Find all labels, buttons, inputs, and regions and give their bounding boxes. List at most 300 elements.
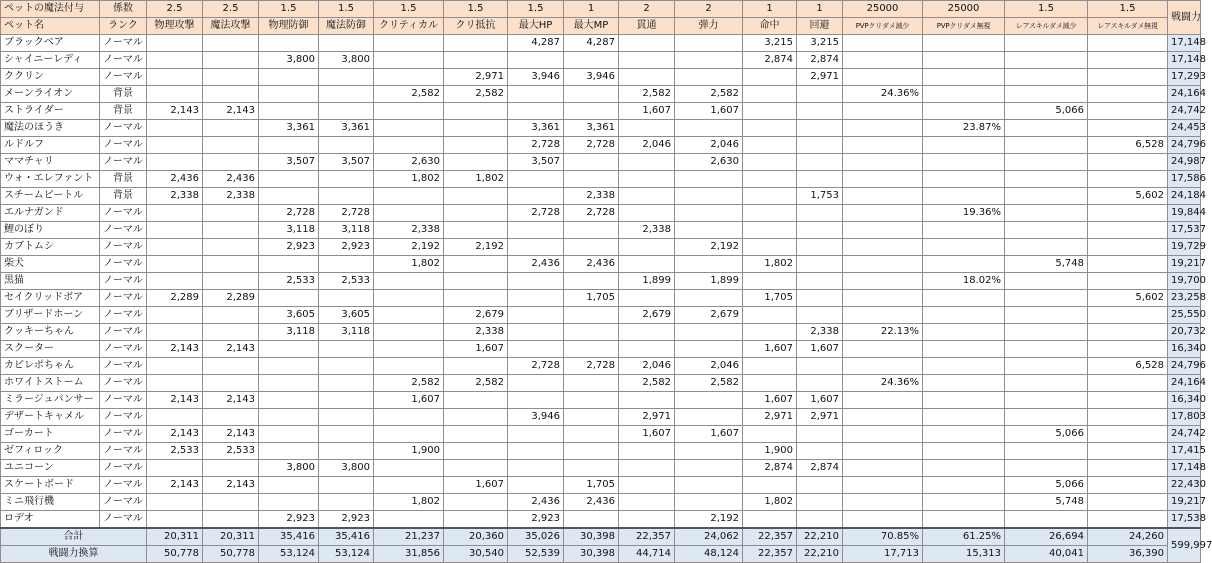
stat-header: 回避 (797, 18, 843, 35)
stat-cell: 1,802 (444, 171, 508, 188)
stat-header: レアスキルダメ無視 (1088, 18, 1168, 35)
stat-cell: 1,607 (797, 392, 843, 409)
stat-cell: 3,118 (259, 324, 319, 341)
stat-cell (259, 86, 319, 103)
stat-cell (1005, 137, 1088, 154)
table-row (1, 477, 1201, 494)
converted-cell: 17,713 (843, 546, 923, 563)
stat-cell (564, 222, 619, 239)
table-row (1, 188, 1201, 205)
battle-power-cell: 24,742 (1168, 103, 1201, 120)
stat-cell (203, 358, 259, 375)
stat-cell (508, 86, 564, 103)
stat-cell (203, 375, 259, 392)
stat-cell: 2,923 (259, 511, 319, 529)
stat-cell (1088, 154, 1168, 171)
stat-cell: 1,607 (743, 341, 797, 358)
pet-name: ブリザードホーン (1, 307, 100, 324)
stat-cell: 23.87% (923, 120, 1005, 137)
stat-cell (619, 35, 675, 52)
stat-cell: 2,728 (508, 137, 564, 154)
stat-cell: 2,582 (374, 375, 444, 392)
total-cell: 22,210 (797, 528, 843, 546)
stat-cell (743, 188, 797, 205)
table-row (1, 511, 1201, 529)
stat-cell: 3,946 (564, 69, 619, 86)
stat-cell (319, 137, 374, 154)
stat-cell (564, 52, 619, 69)
stat-cell (147, 35, 203, 52)
stat-cell: 1,607 (444, 477, 508, 494)
stat-cell (259, 477, 319, 494)
stat-cell (374, 120, 444, 137)
battle-power-cell: 24,164 (1168, 375, 1201, 392)
stat-cell (1088, 52, 1168, 69)
stat-cell (619, 324, 675, 341)
stat-cell: 3,800 (259, 460, 319, 477)
stat-cell: 2,874 (797, 460, 843, 477)
stat-cell (319, 290, 374, 307)
stat-cell: 1,802 (374, 256, 444, 273)
stat-cell: 2,874 (743, 52, 797, 69)
stat-cell: 2,143 (147, 341, 203, 358)
stat-cell (374, 426, 444, 443)
converted-row (1, 546, 1201, 563)
stat-cell: 2,582 (619, 375, 675, 392)
battle-power-cell: 24,987 (1168, 154, 1201, 171)
stat-cell (923, 511, 1005, 529)
converted-cell: 53,124 (259, 546, 319, 563)
stat-cell (797, 375, 843, 392)
stat-cell (374, 103, 444, 120)
stat-cell: 2,192 (444, 239, 508, 256)
stat-cell (923, 154, 1005, 171)
pet-rank: 背景 (100, 188, 147, 205)
stat-cell (619, 188, 675, 205)
stat-cell (1088, 409, 1168, 426)
table-row (1, 409, 1201, 426)
stat-cell: 3,507 (319, 154, 374, 171)
stat-cell (843, 290, 923, 307)
stat-cell: 18.02% (923, 273, 1005, 290)
coef-cell: 2.5 (203, 1, 259, 18)
stat-cell: 2,923 (259, 239, 319, 256)
stat-cell (1088, 494, 1168, 511)
converted-cell: 50,778 (147, 546, 203, 563)
stat-cell: 3,118 (259, 222, 319, 239)
coef-cell: 1.5 (319, 1, 374, 18)
stat-cell (843, 239, 923, 256)
stat-cell (743, 205, 797, 222)
totals-label: 合計 (1, 528, 147, 546)
stat-cell (564, 443, 619, 460)
stat-cell (564, 460, 619, 477)
stat-cell (1088, 460, 1168, 477)
table-row (1, 392, 1201, 409)
stat-cell (843, 511, 923, 529)
stat-cell (923, 137, 1005, 154)
stat-cell (1005, 222, 1088, 239)
stat-cell: 2,338 (444, 324, 508, 341)
stat-cell (259, 171, 319, 188)
stat-cell: 2,874 (797, 52, 843, 69)
stat-cell (508, 188, 564, 205)
stat-cell (319, 86, 374, 103)
stat-cell (444, 460, 508, 477)
stat-cell (203, 52, 259, 69)
stat-cell (675, 171, 743, 188)
stat-cell (564, 426, 619, 443)
stat-cell (564, 375, 619, 392)
stat-cell: 5,748 (1005, 494, 1088, 511)
pet-name: スケートボード (1, 477, 100, 494)
stat-cell: 2,582 (444, 86, 508, 103)
stat-cell (743, 324, 797, 341)
stat-cell: 3,361 (259, 120, 319, 137)
pet-rank: ノーマル (100, 290, 147, 307)
total-cell: 61.25% (923, 528, 1005, 546)
stat-cell: 2,289 (203, 290, 259, 307)
stat-cell: 3,946 (508, 409, 564, 426)
stat-cell: 1,899 (675, 273, 743, 290)
stat-cell: 1,607 (675, 426, 743, 443)
stat-cell (843, 69, 923, 86)
stat-cell (1005, 120, 1088, 137)
battle-power-cell: 20,732 (1168, 324, 1201, 341)
stat-cell (843, 341, 923, 358)
stat-cell (675, 52, 743, 69)
stat-cell (923, 86, 1005, 103)
stat-header: PVPクリダメ減少 (843, 18, 923, 35)
stat-cell (508, 171, 564, 188)
stat-cell: 2,143 (147, 477, 203, 494)
stat-cell (923, 52, 1005, 69)
total-cell: 35,026 (508, 528, 564, 546)
stat-cell (259, 341, 319, 358)
stat-header: 最大MP (564, 18, 619, 35)
pet-name: ゼフィロック (1, 443, 100, 460)
stat-cell (743, 511, 797, 529)
stat-header: 魔法攻撃 (203, 18, 259, 35)
coef-cell: 1.5 (374, 1, 444, 18)
pet-rank: ノーマル (100, 154, 147, 171)
stat-cell (923, 35, 1005, 52)
stat-cell (675, 460, 743, 477)
table-row (1, 86, 1201, 103)
stat-cell (619, 154, 675, 171)
stat-cell (508, 273, 564, 290)
total-cell: 26,694 (1005, 528, 1088, 546)
stat-cell (147, 222, 203, 239)
stat-cell (923, 341, 1005, 358)
stat-cell (444, 188, 508, 205)
stat-cell: 2,728 (319, 205, 374, 222)
battle-power-cell: 17,538 (1168, 511, 1201, 529)
stat-cell (1088, 256, 1168, 273)
stat-cell: 1,802 (374, 171, 444, 188)
stat-cell (797, 290, 843, 307)
coef-cell: 2.5 (147, 1, 203, 18)
stat-cell: 2,143 (203, 103, 259, 120)
stat-cell: 2,971 (797, 69, 843, 86)
stat-cell (743, 103, 797, 120)
stat-cell (444, 426, 508, 443)
pet-rank: ノーマル (100, 375, 147, 392)
stat-cell (1005, 171, 1088, 188)
pet-name: ミラージュパンサー (1, 392, 100, 409)
stat-cell (508, 426, 564, 443)
stat-cell (508, 52, 564, 69)
stat-cell (843, 392, 923, 409)
pet-name: ユニコーン (1, 460, 100, 477)
stat-cell (1005, 86, 1088, 103)
stat-cell (743, 239, 797, 256)
stat-cell (743, 307, 797, 324)
stat-cell: 2,728 (564, 358, 619, 375)
stat-cell (508, 375, 564, 392)
coef-cell: 2 (675, 1, 743, 18)
stat-cell (444, 290, 508, 307)
stat-cell (843, 171, 923, 188)
stat-cell: 2,971 (444, 69, 508, 86)
stat-cell: 2,533 (259, 273, 319, 290)
stat-cell (444, 35, 508, 52)
table-row (1, 69, 1201, 86)
converted-cell: 36,390 (1088, 546, 1168, 563)
stat-cell (259, 409, 319, 426)
stat-cell: 1,607 (675, 103, 743, 120)
stat-cell (564, 154, 619, 171)
stat-cell (1088, 324, 1168, 341)
pet-name: 黒猫 (1, 273, 100, 290)
stat-cell (1088, 307, 1168, 324)
stat-cell: 1,802 (743, 256, 797, 273)
stat-cell (675, 35, 743, 52)
pet-rank: ノーマル (100, 35, 147, 52)
coef-label: 係数 (100, 1, 147, 18)
pet-rank: ノーマル (100, 443, 147, 460)
stat-cell (147, 120, 203, 137)
stat-cell (203, 460, 259, 477)
pet-rank: 背景 (100, 171, 147, 188)
coef-cell: 25000 (843, 1, 923, 18)
stat-cell: 22.13% (843, 324, 923, 341)
pet-rank: ノーマル (100, 358, 147, 375)
stat-cell (619, 341, 675, 358)
stat-cell (147, 375, 203, 392)
stat-cell (374, 409, 444, 426)
stat-cell (444, 392, 508, 409)
stat-cell (797, 137, 843, 154)
pet-rank: ノーマル (100, 426, 147, 443)
stat-cell (675, 443, 743, 460)
pet-rank: ノーマル (100, 137, 147, 154)
stat-cell (564, 409, 619, 426)
converted-cell: 22,357 (743, 546, 797, 563)
stat-cell (1088, 35, 1168, 52)
stat-header: 物理防御 (259, 18, 319, 35)
stat-cell (564, 324, 619, 341)
stat-cell (1005, 375, 1088, 392)
stat-cell (843, 358, 923, 375)
stat-cell: 3,507 (508, 154, 564, 171)
stat-cell (797, 307, 843, 324)
stat-cell: 2,192 (374, 239, 444, 256)
stat-cell (743, 375, 797, 392)
stat-cell (259, 426, 319, 443)
stat-cell (203, 307, 259, 324)
stat-cell (147, 494, 203, 511)
stat-cell (444, 154, 508, 171)
stat-cell (923, 443, 1005, 460)
coef-cell: 1.5 (508, 1, 564, 18)
stat-cell: 3,800 (319, 460, 374, 477)
stat-cell (1005, 307, 1088, 324)
stat-cell (743, 222, 797, 239)
stat-cell: 2,338 (564, 188, 619, 205)
stat-cell: 1,607 (374, 392, 444, 409)
stat-cell (444, 511, 508, 529)
stat-cell: 2,533 (319, 273, 374, 290)
stat-cell (374, 307, 444, 324)
battle-power-cell: 24,796 (1168, 137, 1201, 154)
total-cell: 35,416 (259, 528, 319, 546)
converted-cell: 44,714 (619, 546, 675, 563)
stat-cell: 6,528 (1088, 137, 1168, 154)
pet-rank: 背景 (100, 103, 147, 120)
stat-cell (619, 52, 675, 69)
table-row (1, 494, 1201, 511)
stat-cell: 2,679 (675, 307, 743, 324)
pet-name: ママチャリ (1, 154, 100, 171)
stat-cell: 2,971 (743, 409, 797, 426)
stat-header: クリ抵抗 (444, 18, 508, 35)
stat-cell (319, 256, 374, 273)
battle-power-cell: 19,700 (1168, 273, 1201, 290)
stat-header: クリティカル (374, 18, 444, 35)
pet-rank: ノーマル (100, 494, 147, 511)
stat-cell: 1,705 (564, 290, 619, 307)
stat-cell (147, 256, 203, 273)
stat-cell (259, 256, 319, 273)
stat-cell: 3,605 (319, 307, 374, 324)
stat-cell (1005, 409, 1088, 426)
stat-cell (564, 511, 619, 529)
stat-cell: 4,287 (564, 35, 619, 52)
stat-cell (843, 52, 923, 69)
table-row (1, 103, 1201, 120)
pet-name: スチームビートル (1, 188, 100, 205)
table-row (1, 443, 1201, 460)
stat-cell (1088, 511, 1168, 529)
stat-cell (259, 137, 319, 154)
table-row (1, 52, 1201, 69)
stat-header: 弾力 (675, 18, 743, 35)
stat-cell: 2,971 (797, 409, 843, 426)
stat-cell (374, 69, 444, 86)
stat-cell (675, 188, 743, 205)
pet-name: 柴犬 (1, 256, 100, 273)
stat-cell (374, 460, 444, 477)
stat-cell (147, 511, 203, 529)
stat-cell: 5,602 (1088, 188, 1168, 205)
stat-cell (843, 205, 923, 222)
pet-name: ストライダー (1, 103, 100, 120)
pet-name: スクーター (1, 341, 100, 358)
stat-cell: 2,728 (508, 358, 564, 375)
stat-cell (797, 222, 843, 239)
converted-cell: 31,856 (374, 546, 444, 563)
coef-cell: 1 (564, 1, 619, 18)
table-row (1, 358, 1201, 375)
stat-cell: 2,143 (203, 477, 259, 494)
pet-name: メーンライオン (1, 86, 100, 103)
pet-rank: ノーマル (100, 409, 147, 426)
stat-cell (444, 222, 508, 239)
stat-cell (923, 392, 1005, 409)
table-row (1, 375, 1201, 392)
pet-rank: ノーマル (100, 324, 147, 341)
stat-cell (923, 188, 1005, 205)
converted-cell: 52,539 (508, 546, 564, 563)
total-cell: 22,357 (743, 528, 797, 546)
stat-cell: 3,361 (564, 120, 619, 137)
stat-cell (843, 273, 923, 290)
stat-cell (619, 511, 675, 529)
total-cell: 30,398 (564, 528, 619, 546)
stat-cell: 2,971 (619, 409, 675, 426)
pet-rank: 背景 (100, 86, 147, 103)
stat-cell: 2,923 (319, 239, 374, 256)
table-row (1, 120, 1201, 137)
stat-cell (1005, 392, 1088, 409)
stat-cell (319, 392, 374, 409)
pet-rank: ノーマル (100, 392, 147, 409)
stat-cell (564, 341, 619, 358)
stat-cell (797, 426, 843, 443)
stat-cell (843, 154, 923, 171)
stat-cell (923, 375, 1005, 392)
pet-rank: ノーマル (100, 239, 147, 256)
coef-cell: 1.5 (259, 1, 319, 18)
stat-cell: 1,607 (743, 392, 797, 409)
stat-cell (1005, 358, 1088, 375)
stat-cell (843, 35, 923, 52)
stat-cell: 4,287 (508, 35, 564, 52)
pet-name: カピレポちゃん (1, 358, 100, 375)
pet-rank: ノーマル (100, 307, 147, 324)
stat-cell (843, 443, 923, 460)
stat-cell: 3,118 (319, 222, 374, 239)
stat-cell (743, 477, 797, 494)
stat-cell (797, 511, 843, 529)
stat-cell: 2,192 (675, 239, 743, 256)
battle-power-cell: 25,550 (1168, 307, 1201, 324)
pet-rank: ノーマル (100, 341, 147, 358)
stat-cell (923, 69, 1005, 86)
pet-name: デザートキャメル (1, 409, 100, 426)
stat-cell (319, 103, 374, 120)
stat-cell: 2,436 (508, 256, 564, 273)
stat-cell (1005, 154, 1088, 171)
stat-cell: 1,753 (797, 188, 843, 205)
stat-cell (259, 375, 319, 392)
total-cell: 20,360 (444, 528, 508, 546)
stat-cell (843, 307, 923, 324)
stat-cell: 2,436 (564, 256, 619, 273)
stat-cell: 2,436 (508, 494, 564, 511)
converted-cell: 50,778 (203, 546, 259, 563)
